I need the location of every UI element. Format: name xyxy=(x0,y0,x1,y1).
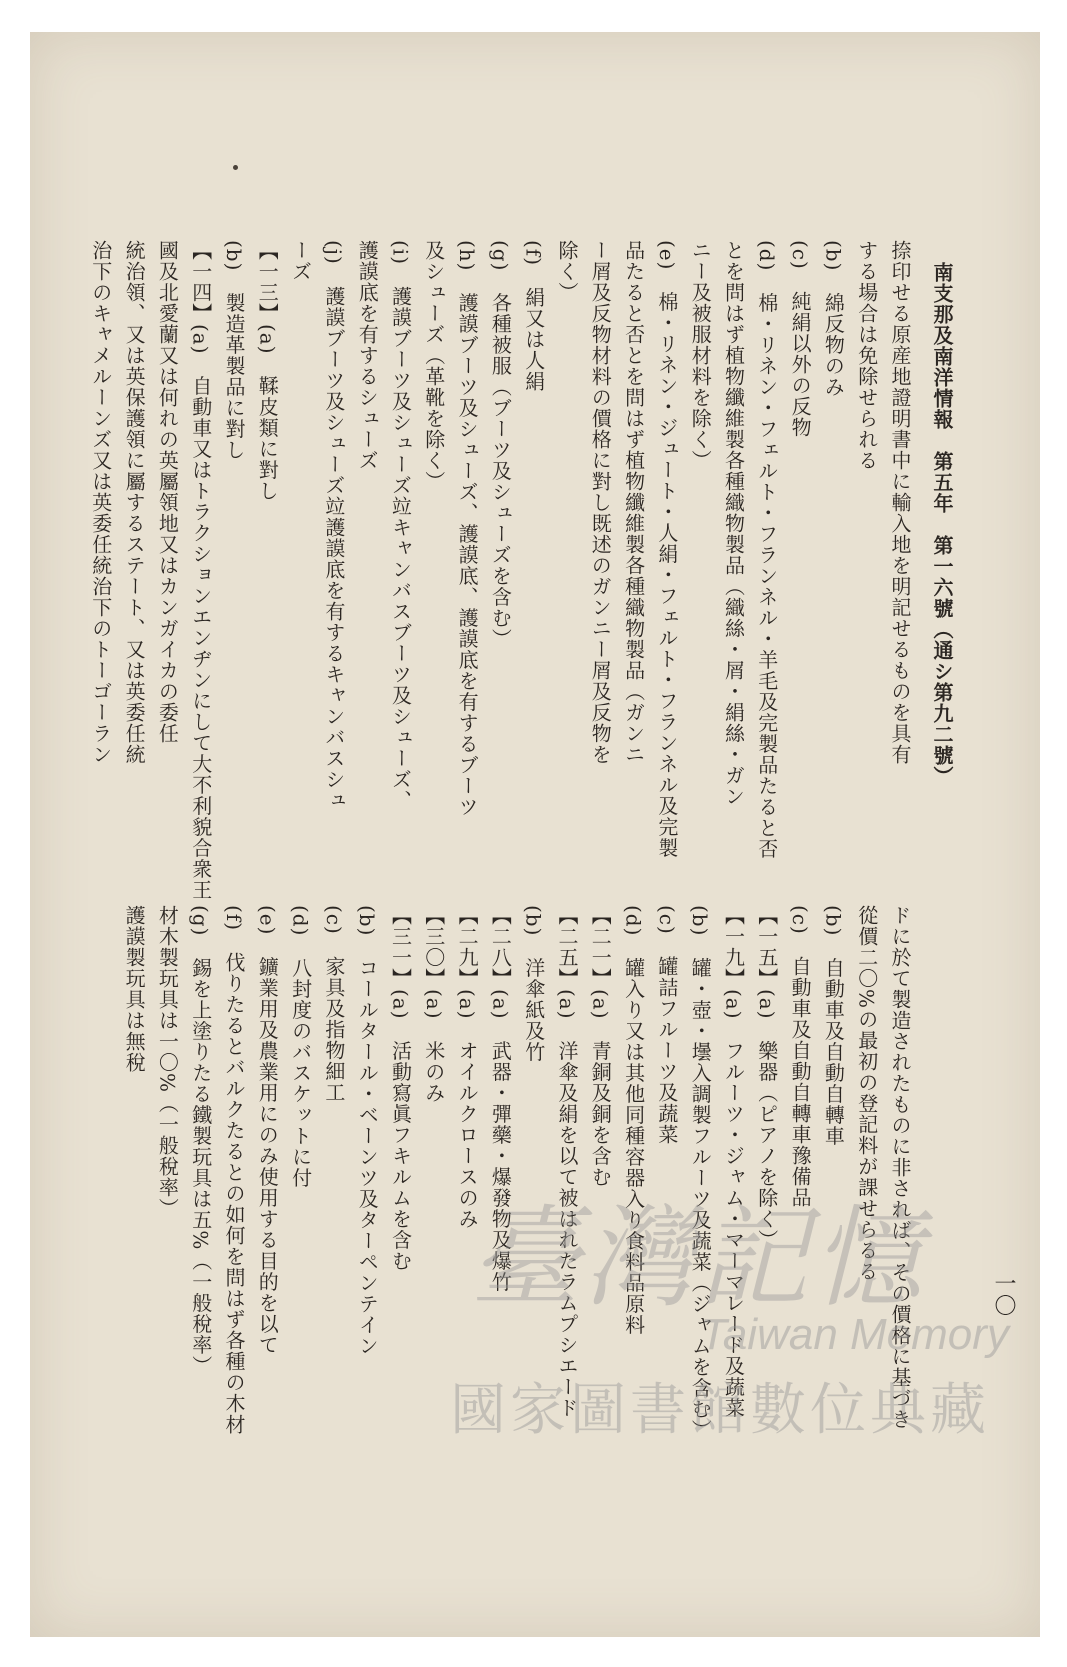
top-line: (i) 護謨ブーツ及シューズ竝キャンバスブーツ及シューズ、 xyxy=(388,240,413,812)
bottom-line: ドに於て製造されたものに非されば、その價格に基づき xyxy=(888,905,912,1430)
bottom-line: 【二九】(a) オイルクロースのみ xyxy=(455,905,480,1230)
bottom-line: (c) 家具及指物細工 xyxy=(321,905,346,1103)
top-line: (h) 護謨ブーツ及シューズ、護謨底、護謨底を有するブーツ xyxy=(455,240,480,818)
bottom-line: 【二八】(a) 武器・彈藥・爆發物及爆竹 xyxy=(488,905,513,1293)
bottom-line: (c) 自動車及自動自轉車豫備品 xyxy=(788,905,813,1208)
bottom-line: (d) 八封度のバスケットに付 xyxy=(288,905,313,1189)
bottom-line: (b) 自動車及自動自轉車 xyxy=(821,905,846,1147)
top-line: 【一四】(a) 自動車又はトラクションエンヂンにして大不利貌合衆王 xyxy=(188,240,213,901)
top-line: ーズ xyxy=(288,240,313,282)
top-line: (e) 棉・リネン・ジュート・人絹・フェルト・フランネル及完製 xyxy=(654,240,679,859)
top-line: (c) 純絹以外の反物 xyxy=(788,240,813,438)
bottom-line: 【一九】(a) フルーツ・ジャム・マーマレード及蔬菜 xyxy=(721,905,746,1419)
bottom-line: (c) 罐詰フルーツ及蔬菜 xyxy=(654,905,679,1145)
top-line: 捺印せる原産地證明書中に輸入地を明記せるものを具有 xyxy=(888,240,912,765)
bottom-line: (f) 伐りたるとバルクたるとの如何を問はず各種の木材 xyxy=(222,905,246,1436)
top-line: 除く） xyxy=(555,240,579,303)
top-line: とを問はず植物纖維製各種織物製品（織絲・屑・絹絲・ガン xyxy=(721,240,746,807)
watermark-english: Taiwan Memory xyxy=(700,1310,1009,1359)
top-line: 【一三】(a) 鞣皮類に對し xyxy=(255,240,280,502)
top-line: ニー及被服材料を除く） xyxy=(688,240,713,471)
top-line: する場合は免除せられる xyxy=(854,240,879,471)
top-line: 治下のキャメルーンズ又は英委任統治下のトーゴーラン xyxy=(88,240,113,765)
top-line: (j) 護謨ブーツ及シューズ竝護謨底を有するキャンバスシュ xyxy=(321,240,346,811)
bottom-line: 從價二〇%の最初の登記料が課せらるる xyxy=(854,905,879,1283)
bottom-line: (d) 罐入り又は其他同種容器入り食料品原料 xyxy=(621,905,646,1336)
bottom-line: 【三一】(a) 活動寫眞フキルムを含む xyxy=(388,905,413,1272)
top-line: (b) 綿反物のみ xyxy=(821,240,846,398)
top-line: 國及北愛蘭又は何れの英屬領地又はカンガイカの委任 xyxy=(155,240,180,744)
bottom-line: 護謨製玩具は無稅 xyxy=(122,905,147,1073)
bottom-line: (e) 鑛業用及農業用にのみ使用する目的を以て xyxy=(255,905,280,1356)
watermark-library-name: 國家圖書館數位典藏 xyxy=(450,1378,990,1441)
bottom-line: 【一五】(a) 樂器（ピアノを除く） xyxy=(754,905,779,1251)
bottom-line: (b) 洋傘紙及竹 xyxy=(521,905,546,1063)
bottom-line: 【二五】(a) 洋傘及絹を以て被はれたラムプシエード xyxy=(555,905,579,1419)
watermark-script: 臺灣記憶 xyxy=(470,1194,926,1322)
bottom-line: (b) コールタール・ベーンツ及ターペンテイン xyxy=(355,905,380,1357)
top-line: (f) 絹又は人絹 xyxy=(521,240,546,393)
top-line: (d) 棉・リネン・フェルト・フランネル・羊毛及完製品たると否 xyxy=(754,240,779,860)
page-number: 一〇 xyxy=(991,1272,1016,1316)
top-line: 統治領、又は英保護領に屬するステート、又は英委任統 xyxy=(122,240,147,765)
bottom-line: (g) 錫を上塗りたる鐵製玩具は五%（一般稅率） xyxy=(188,905,213,1377)
top-line: 品たると否とを問はず植物纖維製各種織物製品（ガンニ xyxy=(621,240,646,765)
bottom-line: 材木製玩具は一〇%（一般稅率） xyxy=(155,905,180,1220)
bottom-line: 【二一】(a) 青銅及銅を含む xyxy=(588,905,613,1188)
top-line: ー屑及反物材料の價格に對し既述のガンニー屑及反物を xyxy=(588,240,613,765)
bottom-line: 【三〇】(a) 米のみ xyxy=(421,905,446,1104)
bottom-line: (b) 罐・壺・壜入調製フルーツ及蔬菜（ジャムを含む） xyxy=(688,905,713,1441)
top-line: 護謨底を有するシューズ xyxy=(355,240,380,471)
top-line: (g) 各種被服（ブーツ及シューズを含む） xyxy=(488,240,513,650)
top-line: (b) 製造革製品に對し xyxy=(222,240,246,461)
top-line: 及シューズ（革靴を除く） xyxy=(421,240,446,492)
ink-dot xyxy=(233,165,238,170)
page-header-title: 南支那及南洋情報 第五年 第一六號（通シ第九二號） xyxy=(930,262,954,787)
